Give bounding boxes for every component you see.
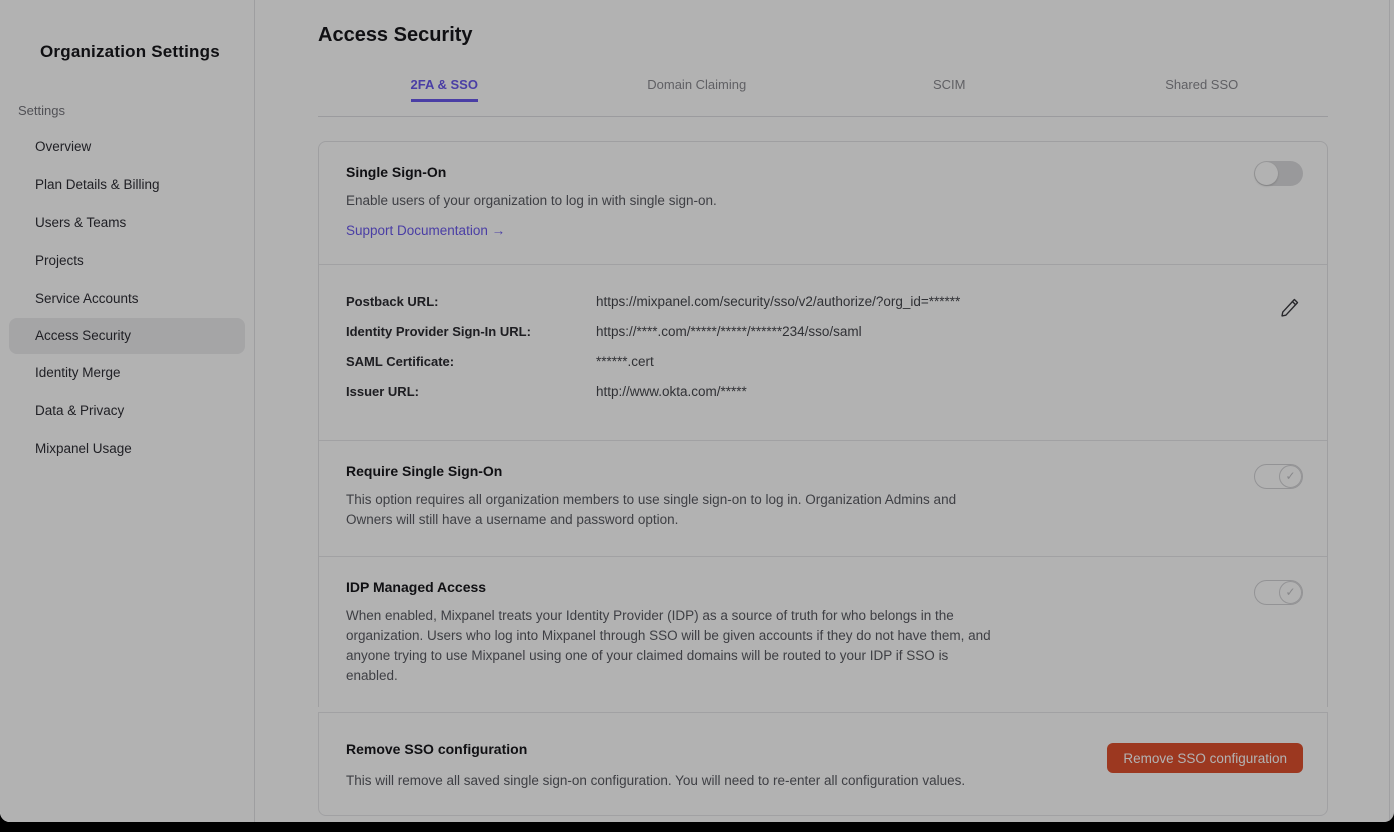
field-value: ******.cert — [596, 354, 654, 369]
support-documentation-link[interactable]: Support Documentation → — [346, 223, 506, 238]
tab-scim[interactable]: SCIM — [933, 77, 966, 92]
sidebar-item-access-security[interactable]: Access Security — [9, 318, 245, 354]
field-value: http://www.okta.com/***** — [596, 384, 747, 399]
page-title: Access Security — [318, 24, 473, 46]
tab-domain-claiming[interactable]: Domain Claiming — [647, 77, 747, 92]
tab-shared-sso[interactable]: Shared SSO — [1165, 77, 1239, 92]
tab-2fa-sso[interactable]: 2FA & SSO — [318, 69, 571, 116]
sidebar-item-identity-merge[interactable]: Identity Merge — [35, 365, 121, 380]
single-sign-on-title: Single Sign-On — [346, 164, 447, 180]
sidebar-item-overview[interactable]: Overview — [35, 139, 92, 154]
sidebar-item-plan-details-billing[interactable]: Plan Details & Billing — [35, 177, 160, 192]
field-label: SAML Certificate: — [346, 354, 455, 369]
sidebar-item-mixpanel-usage[interactable]: Mixpanel Usage — [35, 441, 132, 456]
check-icon: ✓ — [1285, 469, 1296, 483]
single-sign-on-description: Enable users of your organization to log in with single sign-on. — [346, 193, 717, 208]
idp-managed-access-title: IDP Managed Access — [346, 579, 487, 595]
require-sso-description: This option requires all organization members to use single sign-on to log in. Organization Admins and Owners will still have a username and password option. — [346, 492, 957, 527]
sidebar-section-label: Settings — [18, 103, 65, 118]
remove-sso-title: Remove SSO configuration — [346, 741, 528, 757]
field-value: https://****.com/*****/*****/******234/sso/saml — [596, 324, 862, 339]
field-value: https://mixpanel.com/security/sso/v2/authorize/?org_id=****** — [596, 294, 961, 309]
sidebar-item-service-accounts[interactable]: Service Accounts — [35, 291, 139, 306]
remove-sso-configuration-button[interactable]: Remove SSO configuration — [1107, 743, 1303, 773]
idp-managed-access-description: When enabled, Mixpanel treats your Identity Provider (IDP) as a source of truth for who belongs in the organization. Users who log into Mixpanel through SSO will be given accounts if they do not have them, and anyone trying to use Mixpanel using one of your claimed domains will be routed to your IDP if SSO is enabled. — [346, 608, 991, 683]
check-icon: ✓ — [1285, 585, 1296, 599]
sidebar-item-users-teams[interactable]: Users & Teams — [35, 215, 127, 230]
field-label: Issuer URL: — [346, 384, 419, 399]
remove-sso-description: This will remove all saved single sign-on configuration. You will need to re-enter all configuration values. — [346, 773, 966, 788]
require-sso-title: Require Single Sign-On — [346, 463, 503, 479]
field-label: Postback URL: — [346, 294, 439, 309]
sidebar-item-projects[interactable]: Projects — [35, 253, 84, 268]
field-label: Identity Provider Sign-In URL: — [346, 324, 531, 339]
sidebar-item-data-privacy[interactable]: Data & Privacy — [35, 403, 125, 418]
sidebar-title: Organization Settings — [40, 42, 220, 61]
